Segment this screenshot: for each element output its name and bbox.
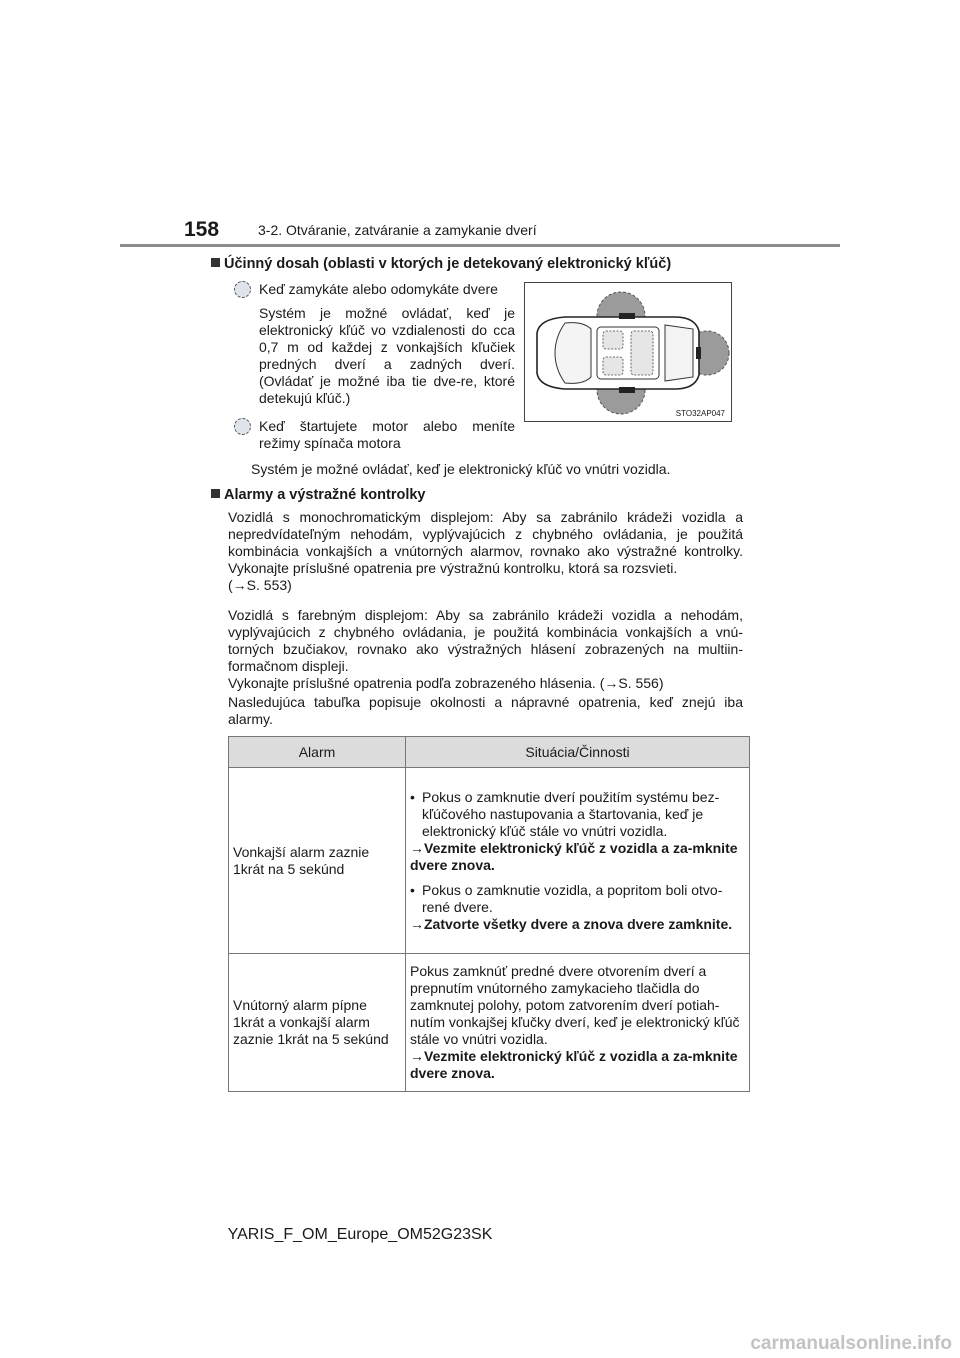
row1-bullet1: • Pokus o zamknutie dverí použitím systému bez-kľúčového nastupovania a štartovania, keď je elektronický kľúč stále vo vnútri vozidla.: [410, 788, 720, 839]
table-row: [229, 768, 750, 954]
header-divider: [120, 244, 840, 247]
seat-front-left: [603, 331, 623, 349]
row1-alarm: Vonkajší alarm zaznie 1krát na 5 sekúnd: [229, 768, 406, 954]
row2-text: Pokus zamknúť predné dvere otvorením dverí a prepnutím vnútorného zamykacieho tlačidla do zamknutej polohy, potom zatvorením dverí potiah-nutím vonkajšej kľučky dverí, keď je elektronický kľúč stále vo vnútri vozidla.: [410, 963, 740, 1047]
front-right-handle: [619, 387, 635, 393]
seat-front-right: [603, 357, 623, 375]
row2-action1: →Vezmite elektronický kľúč z vozidla a za-mknite dvere znova.: [410, 1048, 738, 1081]
square-bullet-icon: [211, 258, 220, 267]
rear-bench: [631, 331, 653, 375]
col-alarm-header: Alarm: [229, 737, 406, 768]
row1-bullet2: • Pokus o zamknutie vozidla, a popritom boli otvo-rené dvere.: [410, 881, 723, 915]
range-item1-title: Keď zamykáte alebo odomykáte dvere: [259, 281, 498, 297]
range-item2-title: Keď štartujete motor alebo meníte režimy spínača motora: [259, 418, 515, 451]
row2-alarm: Vnútorný alarm pípne 1krát a vonkajší alarm zaznie 1krát na 5 sekúnd: [229, 954, 406, 1092]
col-situation-header: Situácia/Činnosti: [406, 737, 750, 768]
row1-action1: →Vezmite elektronický kľúč z vozidla a za-mknite dvere znova.: [410, 839, 738, 873]
dashed-circle-icon-2: [234, 418, 251, 435]
front-left-handle: [619, 313, 635, 319]
range-item2-text: Systém je možné ovládať, keď je elektronický kľúč vo vnútri vozidla.: [251, 461, 671, 477]
table-row: [229, 954, 750, 1092]
range-item1-text: Systém je možné ovládať, keď je elektronický kľúč vo vzdialenosti do cca 0,7 m od každej z vonkajších kľučiek predných dverí a zadných dverí. (Ovládať je možné iba tie dve-re, ktoré detekujú kľúč.): [259, 305, 515, 406]
section-title: 3-2. Otváranie, zatváranie a zamykanie dverí: [258, 222, 537, 238]
figure-code: STO32AP047: [675, 409, 725, 418]
car-top-view-diagram: [525, 283, 731, 421]
table-header-row: [229, 737, 750, 768]
alarm-para1: Vozidlá s monochromatickým displejom: Aby sa zabránilo krádeži vozidla a nepredvídateľným nehodám, vyplývajúcich z chybného ovládania, je použitá kombinácia vonkajších a vnútorných alarmov, rovnako ako výstražné kontrolky. Vykonajte príslušné opatrenia pre výstražnú kontrolku, ktorá sa rozsvieti. (→S. 553): [228, 509, 743, 593]
rear-handle: [696, 347, 701, 359]
alarm-table: [228, 736, 750, 1092]
watermark: carmanualsonline.info: [750, 1333, 952, 1354]
detection-range-figure: [524, 282, 732, 422]
page-number: 158: [184, 218, 220, 241]
dashed-circle-icon: [234, 281, 251, 298]
square-bullet-icon-2: [211, 489, 220, 498]
alarm-heading: Alarmy a výstražné kontrolky: [211, 487, 751, 503]
range-heading: Účinný dosah (oblasti v ktorých je detekovaný elektronický kľúč): [211, 256, 751, 272]
alarm-para2: Vozidlá s farebným displejom: Aby sa zabránilo krádeži vozidla a nehodám, vyplývajúcich z chybného ovládania, je použitá kombinácia vonkajších a vnú-torných bzučiakov, rovnako ako výstražných hlásení zobrazených na multiin-formačnom displeji. Vykonajte príslušné opatrenia podľa zobrazeného hlásenia. (→S. 556): [228, 607, 743, 691]
row1-action2: →Zatvorte všetky dvere a znova dvere zamknite.: [410, 915, 733, 932]
alarm-para3: Nasledujúca tabuľka popisuje okolnosti a nápravné opatrenia, keď znejú iba alarmy.: [228, 694, 743, 727]
rear-window: [665, 325, 693, 381]
row2-situation: [406, 954, 750, 1092]
footer-doc-id: YARIS_F_OM_Europe_OM52G23SK: [227, 1226, 493, 1243]
windshield: [555, 323, 591, 384]
row1-situation: [406, 768, 750, 954]
